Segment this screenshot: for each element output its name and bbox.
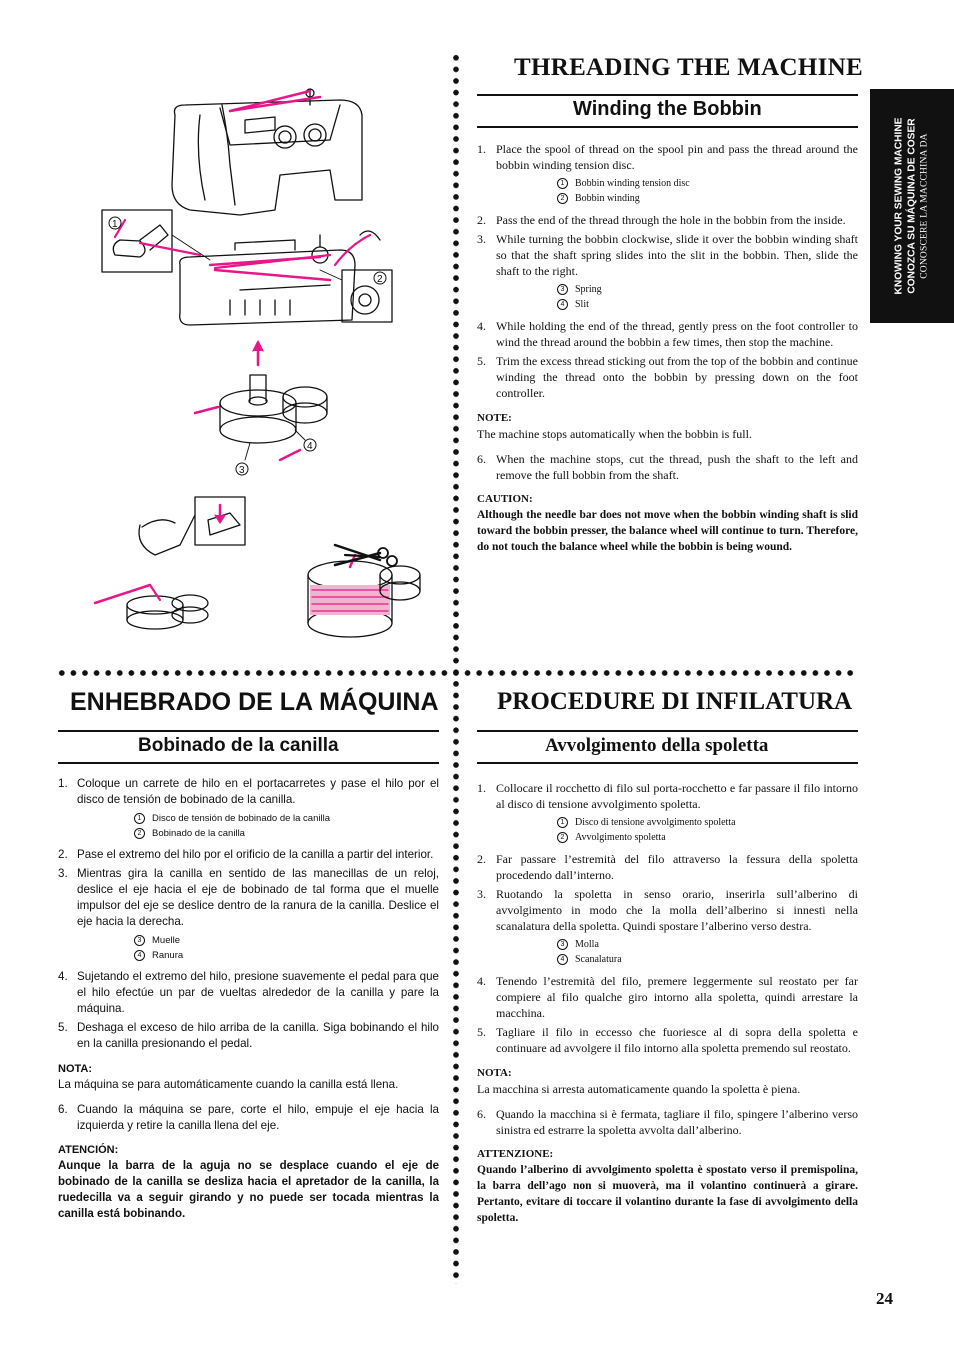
step-item: 5. Deshaga el exceso de hilo arriba de la canilla. Siga bobinando el hilo en la canilla presionando el pedal. (58, 1021, 439, 1050)
parts-list: 1 Disco de tensión de bobinado de la canilla 2 Bobinado de la canilla (134, 811, 439, 841)
note-text: The machine stops automatically when the bobbin is full. (477, 427, 752, 441)
step-item: 5. Trim the excess thread sticking out from the top of the bobbin and continue winding the thread onto the bobbin by pressing down on the foot controller. (477, 354, 858, 400)
step-item: 6. Quando la macchina si è fermata, tagliare il filo, spingere l’alberino verso sinistra ed estrarre la spoletta avvolta dall’alberino. (477, 1107, 858, 1137)
english-title: THREADING THE MACHINE (514, 54, 863, 81)
callout-4: 4 (307, 441, 313, 452)
step-item: 4. Sujetando el extremo del hilo, presione suavemente el pedal para que el hilo efectúe un par de vueltas alrededor de la canilla y pare la máquina. (58, 970, 439, 1015)
side-tab (870, 89, 954, 323)
bobbin-winding-illustration (80, 75, 440, 660)
caution-text: Quando l’alberino di avvolgimento spoletta è spostato verso il premispolina, la barra dell’ago non si muoverà, ma il volantino continuerà a girare. Pertanto, evitare di toccare il volantino durante la fase di avvolgimento della spoletta. (477, 1164, 858, 1224)
italian-subtitle-bar (477, 730, 858, 764)
bobbin-icon (195, 341, 327, 476)
side-tab-italian: CONOSCERE LA MACCHINA DA (919, 133, 930, 279)
parts-list: 3 Spring 4 Slit (557, 282, 858, 312)
page-number: 24 (876, 1289, 893, 1308)
step-item: 6. Cuando la máquina se pare, corte el hilo, empuje el eje hacia la izquierda y retire la canilla llena del eje. (58, 1103, 439, 1132)
parts-list: 1 Disco di tensione avvolgimento spoletta 2 Avvolgimento spoletta (557, 815, 858, 845)
step-item: 2. Pass the end of the thread through the hole in the bobbin from the inside. (477, 213, 846, 227)
note-text: La macchina si arresta automaticamente quando la spoletta è piena. (477, 1082, 801, 1096)
english-subtitle: Winding the Bobbin (573, 98, 762, 120)
callout-1: 1 (112, 219, 118, 230)
parts-list: 3 Molla 4 Scanalatura (557, 937, 858, 967)
tension-disc-icon (102, 210, 210, 272)
callout-2: 2 (377, 274, 383, 285)
spanish-title: ENHEBRADO DE LA MÁQUINA (70, 688, 439, 716)
italian-column (477, 780, 858, 1226)
bobbin-icon (320, 270, 392, 322)
italian-subtitle: Avvolgimento della spoletta (545, 735, 769, 756)
step-item: 4. Tenendo l’estremità del filo, premere leggermente sul reostato per far compiere al filo qualche giro intorno alla spoletta, quindi arrestare la macchina. (477, 974, 858, 1020)
spanish-subtitle-bar (58, 730, 439, 764)
caution-text: Aunque la barra de la aguja no se desplace cuando el eje de bobinado de la canilla se desliza hacia el apretador de la canilla, la ruedecilla va a seguir girando y no puede ser tocada mientras la canilla está bobinando. (58, 1160, 439, 1220)
italian-title: PROCEDURE DI INFILATURA (497, 688, 853, 715)
note-label: NOTA: (477, 1067, 512, 1079)
caution-label: CAUTION: (477, 493, 533, 505)
note-label: NOTA: (58, 1063, 93, 1075)
step-item: 6. When the machine stops, cut the thread, push the shaft to the left and remove the full bobbin from the shaft. (477, 452, 858, 482)
step-item: 4. While holding the end of the thread, gently press on the foot controller to wind the thread around the bobbin a few times, then stop the machine. (477, 319, 858, 349)
note-label: NOTE: (477, 412, 512, 424)
step-item: 5. Tagliare il filo in eccesso che fuoriesce al di sopra della spoletta e continuare ad avvolgere il filo intorno alla spoletta premendo sul reostato. (477, 1025, 858, 1055)
english-subtitle-bar (477, 94, 858, 128)
parts-list: 1 Bobbin winding tension disc 2 Bobbin winding (557, 176, 858, 206)
sewing-machine-icon (172, 89, 362, 215)
step-item: 2. Far passare l’estremità del filo attraverso la fessura della spoletta procedendo dall’interno. (477, 852, 858, 882)
spanish-subtitle: Bobinado de la canilla (138, 735, 339, 756)
caution-text: Although the needle bar does not move when the bobbin winding shaft is slid toward the bobbin presser, the balance wheel will continue to turn. Therefore, do not touch the balance wheel while the bobbin is being wound. (477, 509, 858, 553)
caution-label: ATTENZIONE: (477, 1148, 554, 1160)
parts-list: 3 Muelle 4 Ranura (134, 933, 439, 963)
caution-label: ATENCIÓN: (58, 1144, 119, 1156)
foot-controller-icon (95, 497, 245, 629)
english-column (477, 141, 858, 555)
step-item: 1. Place the spool of thread on the spool pin and pass the thread around the bobbin winding tension disc. (477, 142, 858, 172)
step-item: 3. Mientras gira la canilla en sentido de las manecillas de un reloj, deslice el eje hacia el eje de bobinado de tal forma que el muelle impulsor del eje se deslice dentro de la ranura de la canilla. Deslice el eje hacia la derecha. (58, 867, 439, 928)
callout-3: 3 (239, 465, 245, 476)
spanish-column (58, 776, 439, 1222)
step-item: 1. Collocare il rocchetto di filo sul porta-rocchetto e far passare il filo intorno al disco di tensione avvolgimento spoletta. (477, 781, 858, 811)
side-tab-english: KNOWING YOUR SEWING MACHINE (893, 117, 905, 295)
step-item: 2. Pase el extremo del hilo por el orificio de la canilla a partir del interior. (58, 848, 434, 861)
note-text: La máquina se para automáticamente cuando la canilla está llena. (58, 1078, 399, 1091)
step-item: 1. Coloque un carrete de hilo en el portacarretes y pase el hilo por el disco de tensión de bobinado de la canilla. (58, 777, 439, 806)
horizontal-dotted-divider (56, 668, 858, 678)
step-item: 3. Ruotando la spoletta in senso orario, inserirla sull’alberino di avvolgimento in modo che la molla dell’alberino si innesti nella scanalatura della spoletta. Quindi spostare l’alberino verso destra. (477, 887, 858, 933)
side-tab-spanish: CONOZCA SU MÁQUINA DE COSER (905, 118, 917, 294)
scissors-icon (308, 545, 420, 637)
step-item: 3. While turning the bobbin clockwise, slide it over the bobbin winding shaft so that the shaft spring slides into the slit in the bobbin. Then, slide the shaft to the right. (477, 232, 858, 278)
